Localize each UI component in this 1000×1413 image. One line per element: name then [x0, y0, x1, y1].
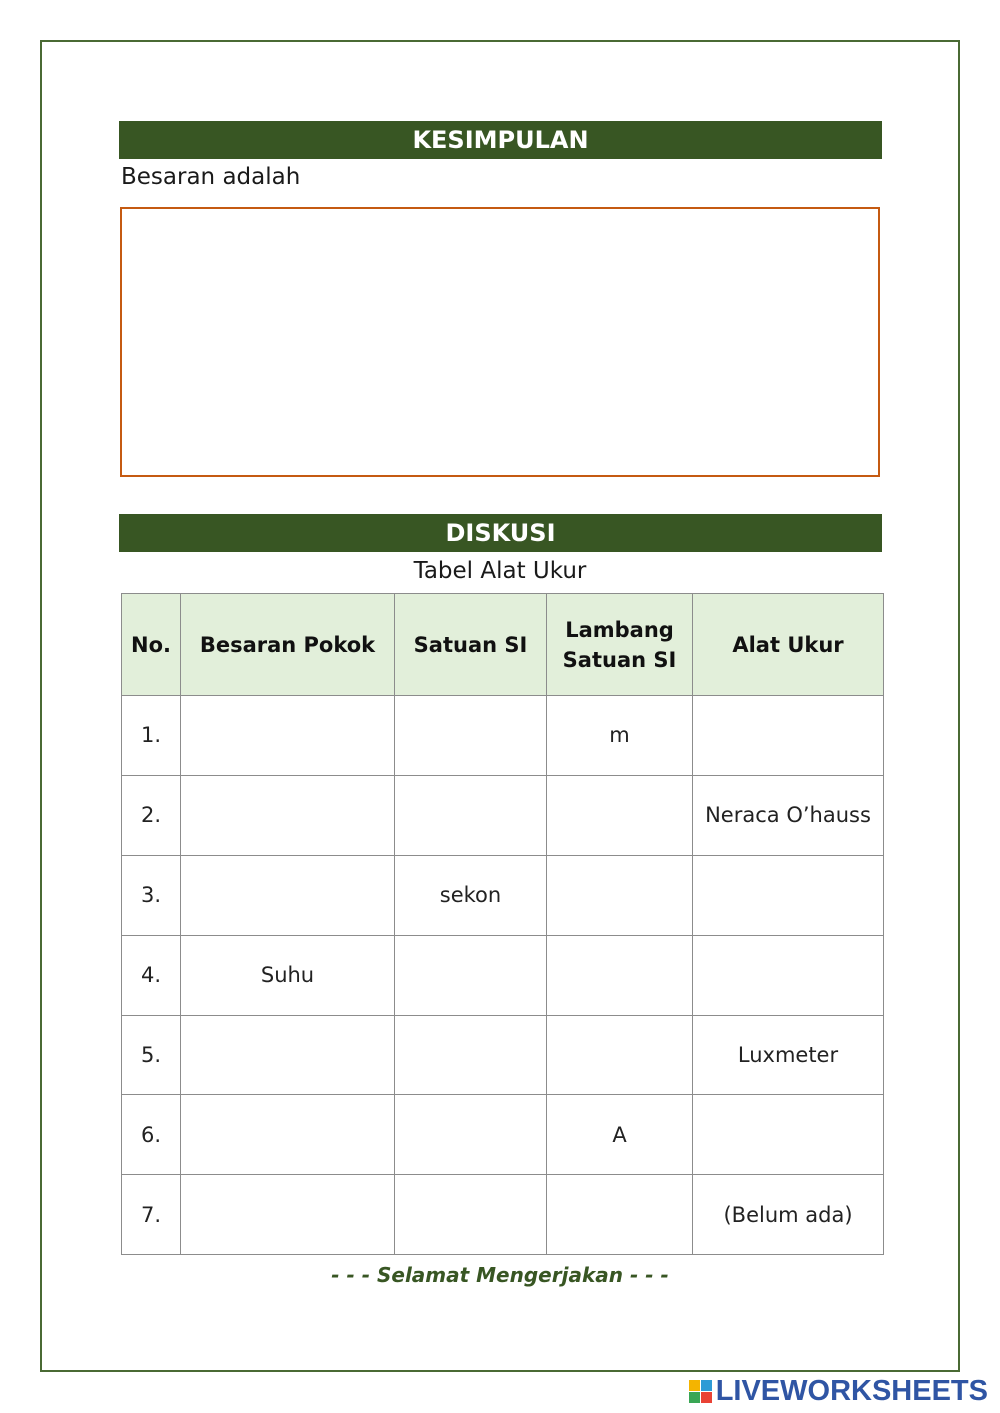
cell-satuan-si[interactable]: [395, 1095, 547, 1175]
cell-besaran-pokok: Suhu: [181, 935, 395, 1015]
header-besaran-pokok: Besaran Pokok: [181, 594, 395, 696]
cell-lambang[interactable]: [547, 775, 693, 855]
brand-name: LIVEWORKSHEETS: [715, 1375, 988, 1407]
alat-ukur-table: [121, 593, 884, 1255]
kesimpulan-prompt: Besaran adalah: [121, 164, 301, 190]
cell-satuan-si: sekon: [395, 855, 547, 935]
cell-no: 5.: [122, 1015, 181, 1095]
kesimpulan-header: [119, 121, 882, 159]
cell-no: 2.: [122, 775, 181, 855]
table-header-row: [122, 594, 884, 696]
cell-alat-ukur[interactable]: [693, 935, 884, 1015]
liveworksheets-logo-icon: [689, 1380, 712, 1403]
cell-satuan-si[interactable]: [395, 935, 547, 1015]
cell-no: 1.: [122, 696, 181, 776]
table-caption: Tabel Alat Ukur: [413, 558, 587, 584]
cell-alat-ukur[interactable]: [693, 855, 884, 935]
cell-lambang[interactable]: [547, 1175, 693, 1255]
table-row: [122, 1015, 884, 1095]
cell-besaran-pokok[interactable]: [181, 696, 395, 776]
cell-lambang[interactable]: [547, 855, 693, 935]
header-lambang-satuan-si: Lambang Satuan SI: [547, 594, 693, 696]
table-row: [122, 1175, 884, 1255]
diskusi-title: DISKUSI: [445, 519, 556, 547]
cell-besaran-pokok[interactable]: [181, 1175, 395, 1255]
liveworksheets-brand: [689, 1375, 988, 1408]
kesimpulan-answer-box[interactable]: [120, 207, 880, 477]
cell-alat-ukur[interactable]: [693, 696, 884, 776]
header-satuan-si: Satuan SI: [395, 594, 547, 696]
kesimpulan-title: KESIMPULAN: [412, 126, 589, 154]
header-no: No.: [122, 594, 181, 696]
cell-satuan-si[interactable]: [395, 1015, 547, 1095]
cell-no: 3.: [122, 855, 181, 935]
table-row: [122, 935, 884, 1015]
table-row: [122, 775, 884, 855]
cell-lambang[interactable]: [547, 935, 693, 1015]
cell-alat-ukur: (Belum ada): [693, 1175, 884, 1255]
cell-besaran-pokok[interactable]: [181, 775, 395, 855]
table-row: [122, 855, 884, 935]
cell-no: 7.: [122, 1175, 181, 1255]
diskusi-header: [119, 514, 882, 552]
cell-alat-ukur: Luxmeter: [693, 1015, 884, 1095]
cell-lambang: A: [547, 1095, 693, 1175]
cell-satuan-si[interactable]: [395, 696, 547, 776]
cell-besaran-pokok[interactable]: [181, 1095, 395, 1175]
cell-alat-ukur[interactable]: [693, 1095, 884, 1175]
logo-square-icon: [701, 1380, 712, 1391]
cell-alat-ukur: Neraca O’hauss: [693, 775, 884, 855]
header-alat-ukur: Alat Ukur: [693, 594, 884, 696]
cell-satuan-si[interactable]: [395, 1175, 547, 1255]
cell-besaran-pokok[interactable]: [181, 1015, 395, 1095]
table-row: [122, 1095, 884, 1175]
table-row: [122, 696, 884, 776]
cell-lambang: m: [547, 696, 693, 776]
closing-message: - - - Selamat Mengerjakan - - -: [331, 1263, 669, 1287]
logo-square-icon: [689, 1380, 700, 1391]
logo-square-icon: [689, 1392, 700, 1403]
cell-no: 6.: [122, 1095, 181, 1175]
cell-no: 4.: [122, 935, 181, 1015]
logo-square-icon: [701, 1392, 712, 1403]
cell-besaran-pokok[interactable]: [181, 855, 395, 935]
cell-satuan-si[interactable]: [395, 775, 547, 855]
cell-lambang[interactable]: [547, 1015, 693, 1095]
